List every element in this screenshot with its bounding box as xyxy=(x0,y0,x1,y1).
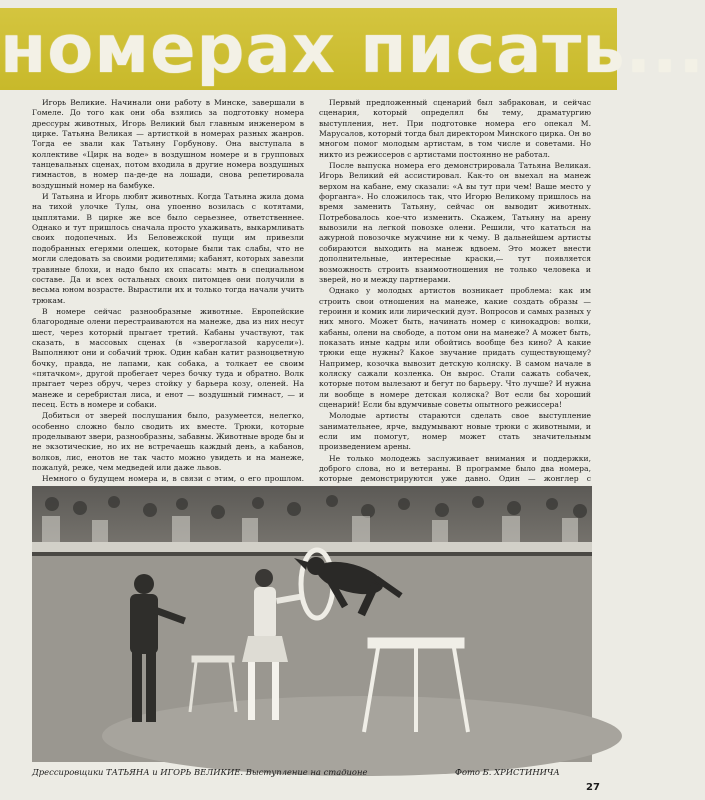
photo-credit: Фото Б. ХРИСТИНИЧА xyxy=(455,767,560,777)
paragraph: Добиться от зверей послушания было, разумеется, нелегко, особенно сложно было сводить их вместе. Трюки, которые проделывают звери, разнообразны, забавны. Животные вроде бы и не экзотические, но их не встречаешь каждый день, а кабанов, волков, лис, енотов не так часто можно увидеть и на манеже, пожалуй, реже, чем медведей или даже львов. xyxy=(32,411,305,473)
paragraph: И Татьяна и Игорь любят животных. Когда Татьяна жила дома на тихой улочке Тулы, она упоенно возилась с котятами, цыплятами. В цирке же все было серьезнее, ответственнее. Однако и тут пришлось сначала просто ухаживать, выкармливать своих подопечных. Из Беловежской пущи им привезли подобранных егерями олешек, которые были так слабы, что не могли следовать за своими родителями; кабанят, которых завезли травяные блохи, и надо было их спасать: мыть в специальном составе. Да и всех остальных своих питомцев они получили в весьма юном возрасте. Вырастили их и только тогда начали учить трюкам. xyxy=(32,192,304,305)
paragraph: Однако у молодых артистов возникает проблема: как им строить свои отношения на манеже, какие создать образы — героиня и комик или лирический дуэт. Вопросов и самых разных у них много. Может быть, начинать номер с кинокадров: волки, кабаны, олени на свободе, а потом они на манеже? А может быть, показать иные кадры или обойтись вообще без кино? А какие трюки еще нужны? Какое звучание придать существующему? Например, козочка вывозит детскую коляску. В самом начале в коляску сажали козленка. Он вырос. Стали сажать собачек, которые потом вылезают и бегут по барьеру. Что лучше? И нужна ли вообще в номере детская коляска? Вот если бы хороший сценарий! Если бы вдумчивые советы опытного режиссера! xyxy=(319,286,591,409)
paragraph: Игорь Великие. Начинали они работу в Минске, завершали в Гомеле. До того как они оба взялись за подготовку номера дрессуры животных, Игорь Великий был главным инженером в цирке. Татьяна Великая — артисткой в номерах разных жанров. Тогда ее звали как Татьяну Горбунову. Она выступала в коллективе «Цирк на воде» в воздушном номере и в групповых танцевальных сценах, потом входила в другие номера воздушных гимнастов, в номер па-де-де на лошади, снова репетировала воздушный номер на бамбуке. xyxy=(32,98,304,190)
paragraph: Первый предложенный сценарий был забракован, и сейчас сценария, который определял бы тему, драматургию выступления, нет. При подготовке номера его опекал М. Марусалов, который тогда был директором Минского цирка. Он во многом помог молодым артистам, в том числе и советами. Но никто из режиссеров с артистами постоянно не работал. xyxy=(319,98,591,159)
paragraph: Немного о будущем номера и, в связи с этим, о его прошлом. xyxy=(42,474,304,484)
photo-caption: Дрессировщики ТАТЬЯНА и ИГОРЬ ВЕЛИКИЕ. Выступление на стадионе xyxy=(32,767,368,777)
article-left-column xyxy=(32,98,304,527)
page-number: 27 xyxy=(586,782,600,793)
paragraph: После выпуска номера его демонстрировала Татьяна Великая. Игорь Великий ей ассистировал. Как-то он выехал на манеж верхом на кабане, ему сказали: «А вы тут при чем! Ваше место у форганга». Но сложилось так, что Игорю Великому пришлось на время заменить Татьяну, сейчас он выводит животных. Потребовалось кое-что изменить. Скажем, Татьяну на арену вывозили на легкой повозке олени. Решили, что кататься на ажурной повозочке мужчине ни к чему. В дальнейшем артисты собираются выходить на манеж вдвоем. Это может внести дополнительные, интересные краски,— тут появляется возможность строить взаимоотношения не только человека и зверей, но и между партнерами. xyxy=(319,161,591,284)
paragraph: В номере сейчас разнообразные животные. Европейские благородные олени перестраиваются на манеже, два из них несут шест, через который прыгает третий. Кабаны участвуют, так сказать, в массовых сценах (в «звероглазой карусели»). Выполняют они и собачий трюк. Один кабан катит разноцветную бочку, правда, не лапами, как собака, а толкает ее своим «пятачком», другой пробегает через бочку туда и обратно. Волк прыгает через обруч, через стойку у барьера козу, оленей. На манеже и серебристая лиса, и енот — воздушный гимнаст, — и песец. Есть в номере и собаки. xyxy=(32,306,304,409)
paragraph: Молодые артисты стараются сделать свое выступление занимательнее, ярче, выдумывают новые трюки с животными, и если им помогут, номер может стать значительным произведением арены. xyxy=(319,411,591,452)
performance-photo xyxy=(32,486,592,762)
headline-banner xyxy=(0,8,705,90)
article-right-column xyxy=(319,98,591,518)
paragraph: Не только молодежь заслуживает внимания и поддержки, доброго слова, но и ветераны. В программе было два номера, которые демонстрируются уже давно. Один — жонглер с xyxy=(319,453,591,484)
headline-title: номерах писать... xyxy=(0,10,705,88)
